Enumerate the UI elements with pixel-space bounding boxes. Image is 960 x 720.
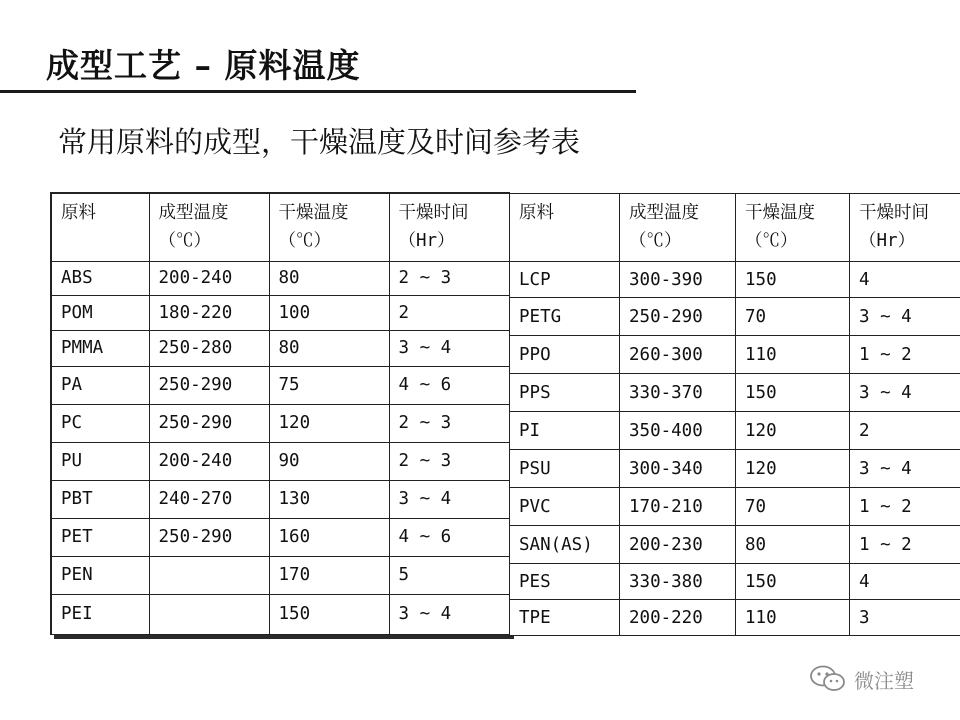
cell-material: PI bbox=[510, 412, 620, 450]
cell-material: LCP bbox=[510, 262, 620, 298]
cell-molding-temp: 300-390 bbox=[620, 262, 736, 298]
cell-molding-temp bbox=[149, 556, 269, 594]
cell-drying-temp: 75 bbox=[269, 366, 389, 404]
cell-drying-temp: 150 bbox=[269, 594, 389, 634]
cell-molding-temp: 250-290 bbox=[149, 404, 269, 442]
cell-drying-temp: 70 bbox=[736, 488, 850, 526]
cell-drying-time: 2 bbox=[850, 412, 960, 450]
cell-drying-temp: 150 bbox=[736, 262, 850, 298]
table-row bbox=[51, 366, 509, 404]
table-row bbox=[51, 480, 509, 518]
cell-drying-time: 4 ~ 6 bbox=[389, 366, 509, 404]
table-row bbox=[510, 488, 960, 526]
cell-material: PBT bbox=[51, 480, 149, 518]
cell-molding-temp: 200-240 bbox=[149, 442, 269, 480]
table-row bbox=[51, 295, 509, 330]
table-row bbox=[51, 442, 509, 480]
table-row bbox=[510, 374, 960, 412]
cell-molding-temp bbox=[149, 594, 269, 634]
header-molding-temp-unit: （℃） bbox=[629, 231, 682, 251]
cell-drying-time: 5 bbox=[389, 556, 509, 594]
table-row bbox=[510, 336, 960, 374]
header-molding-temp-unit: （℃） bbox=[158, 231, 211, 251]
cell-molding-temp: 330-380 bbox=[620, 564, 736, 600]
header-molding-temp bbox=[620, 194, 736, 262]
cell-drying-time: 3 ~ 4 bbox=[389, 330, 509, 366]
cell-molding-temp: 260-300 bbox=[620, 336, 736, 374]
cell-drying-temp: 120 bbox=[269, 404, 389, 442]
cell-drying-time: 1 ~ 2 bbox=[850, 526, 960, 564]
cell-drying-time: 4 bbox=[850, 564, 960, 600]
cell-drying-time: 1 ~ 2 bbox=[850, 336, 960, 374]
cell-drying-time: 3 ~ 4 bbox=[850, 298, 960, 336]
cell-drying-time: 4 bbox=[850, 262, 960, 298]
cell-molding-temp: 250-290 bbox=[620, 298, 736, 336]
cell-molding-temp: 250-280 bbox=[149, 330, 269, 366]
cell-material: PEI bbox=[51, 594, 149, 634]
cell-drying-temp: 90 bbox=[269, 442, 389, 480]
table-row bbox=[510, 412, 960, 450]
cell-molding-temp: 200-220 bbox=[620, 600, 736, 636]
header-drying-temp-label: 干燥温度 bbox=[745, 203, 815, 223]
cell-drying-temp: 160 bbox=[269, 518, 389, 556]
header-drying-temp bbox=[269, 193, 389, 261]
table-row bbox=[51, 594, 509, 634]
cell-molding-temp: 200-240 bbox=[149, 261, 269, 295]
header-drying-temp bbox=[736, 194, 850, 262]
slide-title: 成型工艺 – 原料温度 bbox=[46, 46, 361, 85]
cell-material: PMMA bbox=[51, 330, 149, 366]
table-header-row bbox=[51, 193, 509, 261]
cell-molding-temp: 240-270 bbox=[149, 480, 269, 518]
header-drying-time-label: 干燥时间 bbox=[398, 203, 469, 223]
cell-material: PETG bbox=[510, 298, 620, 336]
cell-drying-temp: 150 bbox=[736, 564, 850, 600]
header-molding-temp-label: 成型温度 bbox=[158, 203, 229, 223]
header-molding-temp bbox=[149, 193, 269, 261]
header-drying-time-unit: （Hr） bbox=[859, 231, 916, 251]
slide-subtitle: 常用原料的成型，干燥温度及时间参考表 bbox=[58, 125, 581, 159]
cell-drying-temp: 80 bbox=[736, 526, 850, 564]
table-row bbox=[510, 526, 960, 564]
cell-drying-temp: 110 bbox=[736, 336, 850, 374]
cell-drying-time: 2 ~ 3 bbox=[389, 261, 509, 295]
cell-molding-temp: 200-230 bbox=[620, 526, 736, 564]
table-row bbox=[51, 518, 509, 556]
wechat-icon bbox=[808, 664, 848, 694]
header-drying-temp-unit: （℃） bbox=[745, 231, 798, 251]
cell-material: PES bbox=[510, 564, 620, 600]
header-molding-temp-label: 成型温度 bbox=[629, 203, 699, 223]
cell-material: PET bbox=[51, 518, 149, 556]
cell-material: POM bbox=[51, 295, 149, 330]
cell-drying-time: 3 ~ 4 bbox=[389, 480, 509, 518]
table-row bbox=[510, 600, 960, 636]
cell-drying-time: 2 ~ 3 bbox=[389, 404, 509, 442]
cell-drying-temp: 80 bbox=[269, 330, 389, 366]
cell-drying-temp: 120 bbox=[736, 450, 850, 488]
cell-molding-temp: 250-290 bbox=[149, 518, 269, 556]
table-left-body bbox=[51, 193, 509, 634]
header-drying-time bbox=[850, 194, 960, 262]
cell-drying-time: 2 bbox=[389, 295, 509, 330]
cell-drying-temp: 110 bbox=[736, 600, 850, 636]
cell-material: TPE bbox=[510, 600, 620, 636]
header-drying-temp-unit: （℃） bbox=[278, 231, 331, 251]
cell-material: PU bbox=[51, 442, 149, 480]
table-row bbox=[51, 556, 509, 594]
header-material: 原料 bbox=[51, 193, 149, 261]
cell-material: PC bbox=[51, 404, 149, 442]
cell-drying-temp: 70 bbox=[736, 298, 850, 336]
cell-material: SAN(AS) bbox=[510, 526, 620, 564]
table-row bbox=[510, 450, 960, 488]
table-right-body bbox=[510, 194, 960, 636]
cell-molding-temp: 170-210 bbox=[620, 488, 736, 526]
table-row bbox=[51, 330, 509, 366]
header-drying-time-unit: （Hr） bbox=[398, 231, 455, 251]
cell-drying-temp: 150 bbox=[736, 374, 850, 412]
table-row bbox=[510, 298, 960, 336]
cell-drying-temp: 120 bbox=[736, 412, 850, 450]
cell-material: PEN bbox=[51, 556, 149, 594]
table-header-row bbox=[510, 194, 960, 262]
table-row bbox=[510, 262, 960, 298]
cell-molding-temp: 180-220 bbox=[149, 295, 269, 330]
header-drying-time-label: 干燥时间 bbox=[859, 203, 929, 223]
cell-drying-temp: 130 bbox=[269, 480, 389, 518]
material-table-right bbox=[509, 193, 960, 636]
cell-molding-temp: 330-370 bbox=[620, 374, 736, 412]
cell-material: PPO bbox=[510, 336, 620, 374]
cell-drying-time: 3 ~ 4 bbox=[850, 450, 960, 488]
cell-material: PVC bbox=[510, 488, 620, 526]
cell-drying-temp: 100 bbox=[269, 295, 389, 330]
cell-drying-temp: 80 bbox=[269, 261, 389, 295]
material-table-left bbox=[50, 192, 510, 635]
cell-material: PSU bbox=[510, 450, 620, 488]
header-drying-time bbox=[389, 193, 509, 261]
header-material: 原料 bbox=[510, 194, 620, 262]
cell-material: PA bbox=[51, 366, 149, 404]
cell-drying-time: 3 ~ 4 bbox=[850, 374, 960, 412]
header-drying-temp-label: 干燥温度 bbox=[278, 203, 349, 223]
cell-drying-time: 4 ~ 6 bbox=[389, 518, 509, 556]
cell-molding-temp: 300-340 bbox=[620, 450, 736, 488]
table-row bbox=[51, 404, 509, 442]
cell-drying-time: 1 ~ 2 bbox=[850, 488, 960, 526]
cell-material: PPS bbox=[510, 374, 620, 412]
cell-molding-temp: 250-290 bbox=[149, 366, 269, 404]
cell-drying-time: 2 ~ 3 bbox=[389, 442, 509, 480]
watermark bbox=[808, 664, 914, 694]
title-divider bbox=[0, 90, 636, 93]
cell-drying-temp: 170 bbox=[269, 556, 389, 594]
table-row bbox=[51, 261, 509, 295]
cell-drying-time: 3 ~ 4 bbox=[389, 594, 509, 634]
cell-drying-time: 3 bbox=[850, 600, 960, 636]
cell-molding-temp: 350-400 bbox=[620, 412, 736, 450]
cell-material: ABS bbox=[51, 261, 149, 295]
table-row bbox=[510, 564, 960, 600]
watermark-text: 微注塑 bbox=[854, 668, 914, 693]
